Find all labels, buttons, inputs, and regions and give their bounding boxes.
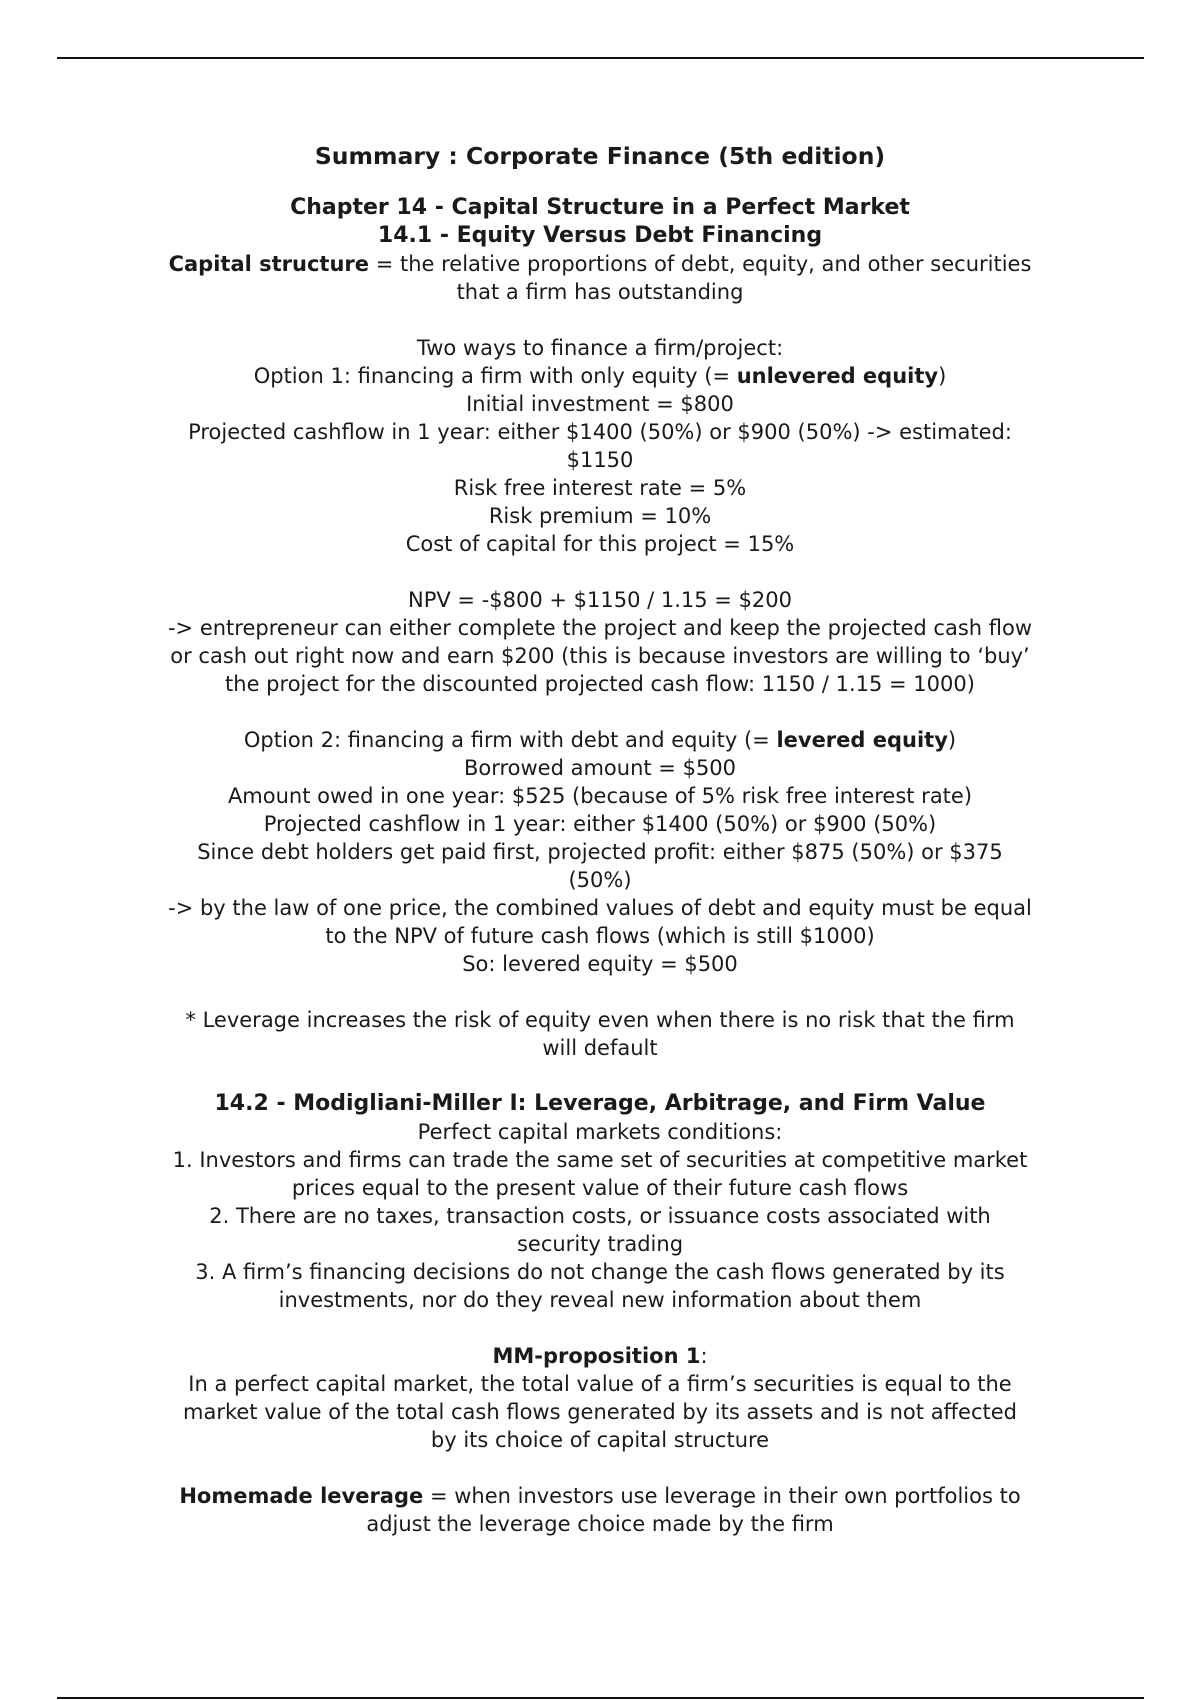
option-2-line: Since debt holders get paid first, projected profit: either $875 (50%) or $375 xyxy=(197,840,1003,864)
option-2-line: to the NPV of future cash flows (which is still $1000) xyxy=(325,924,875,948)
mm-proposition-line: market value of the total cash flows generated by its assets and is not affected xyxy=(183,1400,1017,1424)
leverage-note-line: * Leverage increases the risk of equity even when there is no risk that the firm xyxy=(185,1008,1015,1032)
mm-proposition-term: MM-proposition 1 xyxy=(492,1344,701,1368)
option-1-line: Cost of capital for this project = 15% xyxy=(405,532,795,556)
condition-line: 3. A firm’s financing decisions do not change the cash flows generated by its xyxy=(195,1260,1005,1284)
option-2-line: -> by the law of one price, the combined values of debt and equity must be equal xyxy=(168,896,1032,920)
npv-line: -> entrepreneur can either complete the project and keep the projected cash flow xyxy=(167,616,1033,640)
condition-line: investments, nor do they reveal new information about them xyxy=(278,1288,922,1312)
mm-proposition-line: by its choice of capital structure xyxy=(430,1428,770,1452)
option-2-line: Borrowed amount = $500 xyxy=(463,756,737,780)
footer-rule xyxy=(57,1697,1144,1699)
condition-line: 2. There are no taxes, transaction costs, or issuance costs associated with xyxy=(209,1204,991,1228)
condition-line: 1. Investors and firms can trade the same set of securities at competitive market xyxy=(172,1148,1028,1172)
condition-line: prices equal to the present value of their future cash flows xyxy=(291,1176,909,1200)
option-2-line: So: levered equity = $500 xyxy=(462,952,738,976)
npv-line: NPV = -$800 + $1150 / 1.15 = $200 xyxy=(407,588,793,612)
capital-structure-def-text: = the relative proportions of debt, equity, and other securities xyxy=(369,252,1032,276)
option-2-heading: Option 2: financing a firm with debt and equity (= levered equity) xyxy=(243,728,957,752)
conditions-intro: Perfect capital markets conditions: xyxy=(417,1120,783,1144)
leverage-note-line: will default xyxy=(542,1036,658,1060)
capital-structure-def-line-2: that a firm has outstanding xyxy=(456,280,744,304)
option-1-line: Risk premium = 10% xyxy=(488,504,712,528)
option-2-line: (50%) xyxy=(568,868,632,892)
chapter-heading: Chapter 14 - Capital Structure in a Perfect Market xyxy=(290,195,910,220)
option-1-line: $1150 xyxy=(566,448,634,472)
header-rule xyxy=(57,57,1144,59)
option-1-heading: Option 1: financing a firm with only equity (= unlevered equity) xyxy=(253,364,947,388)
npv-line: the project for the discounted projected cash flow: 1150 / 1.15 = 1000) xyxy=(225,672,975,696)
mm-proposition-heading: MM-proposition 1: xyxy=(492,1344,708,1368)
unlevered-equity-term: unlevered equity xyxy=(736,364,939,388)
levered-equity-term: levered equity xyxy=(776,728,948,752)
option-1-line: Risk free interest rate = 5% xyxy=(453,476,747,500)
option-1-line: Initial investment = $800 xyxy=(466,392,734,416)
section-heading-14-2: 14.2 - Modigliani-Miller I: Leverage, Arbitrage, and Firm Value xyxy=(214,1091,986,1116)
section-heading-14-1: 14.1 - Equity Versus Debt Financing xyxy=(377,223,823,248)
two-ways-intro: Two ways to finance a firm/project: xyxy=(416,336,784,360)
option-1-line: Projected cashflow in 1 year: either $1400 (50%) or $900 (50%) -> estimated: xyxy=(188,420,1012,444)
homemade-leverage-definition: Homemade leverage = when investors use leverage in their own portfolios to xyxy=(179,1484,1021,1508)
option-2-line: Projected cashflow in 1 year: either $1400 (50%) or $900 (50%) xyxy=(263,812,937,836)
capital-structure-definition xyxy=(130,250,1070,278)
npv-line: or cash out right now and earn $200 (this is because investors are willing to ‘buy’ xyxy=(170,644,1030,668)
mm-proposition-line: In a perfect capital market, the total value of a firm’s securities is equal to the xyxy=(188,1372,1012,1396)
condition-line: security trading xyxy=(516,1232,684,1256)
capital-structure-term: Capital structure xyxy=(168,252,370,276)
document-body xyxy=(130,140,1070,1538)
homemade-leverage-term: Homemade leverage xyxy=(179,1484,424,1508)
option-2-line: Amount owed in one year: $525 (because of 5% risk free interest rate) xyxy=(227,784,973,808)
homemade-leverage-def-line-2: adjust the leverage choice made by the firm xyxy=(366,1512,834,1536)
document-title: Summary : Corporate Finance (5th edition) xyxy=(314,142,886,170)
